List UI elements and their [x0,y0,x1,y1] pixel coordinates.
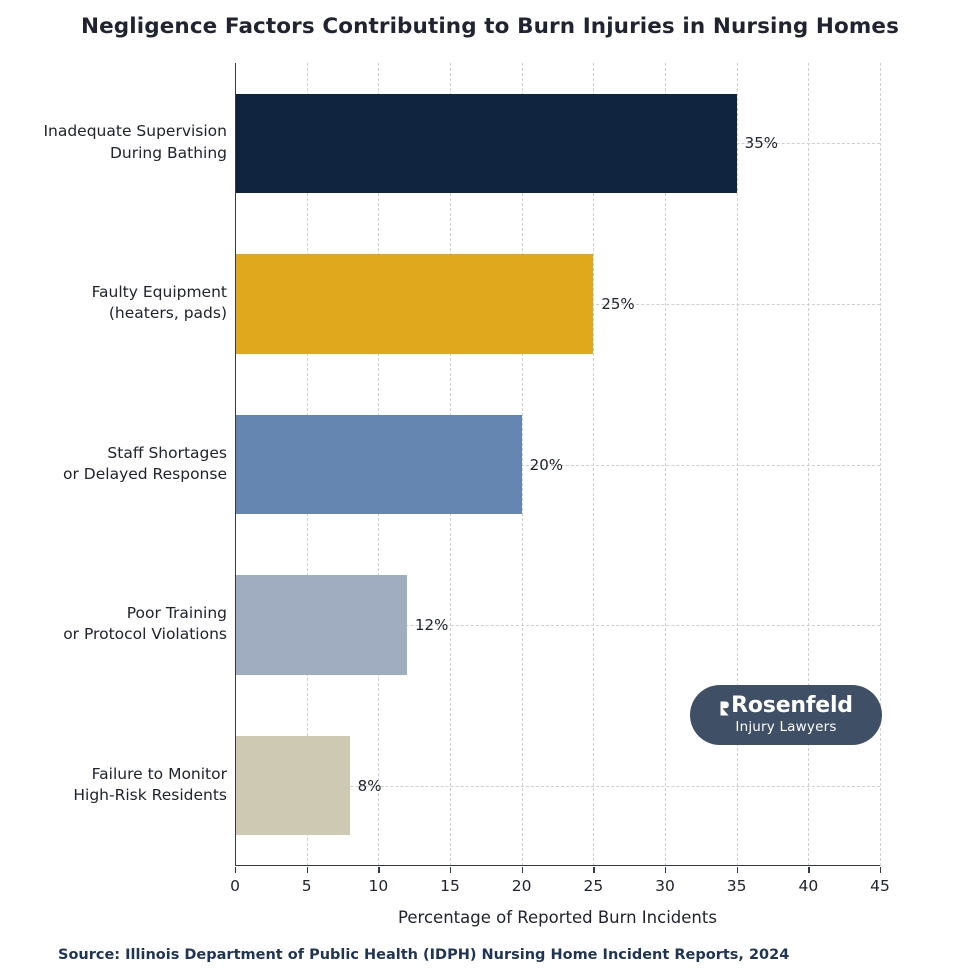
x-tick-label: 40 [798,877,819,895]
category-label-line: Staff Shortages [107,443,227,462]
x-tick-mark [737,867,738,873]
category-label [0,443,227,486]
x-tick-mark [665,867,666,873]
logo-name: Rosenfeld [731,693,853,719]
x-tick-label: 10 [368,877,389,895]
bar [235,254,593,354]
category-label-line: or Delayed Response [63,464,227,483]
source-note: Source: Illinois Department of Public Health (IDPH) Nursing Home Incident Reports, 2024 [58,947,790,963]
category-label-line: High-Risk Residents [73,786,227,805]
gridline-vertical [880,63,882,866]
category-label-line: During Bathing [109,143,227,162]
bar-value-label: 20% [529,455,563,474]
category-label-line: Poor Training [126,604,227,623]
bar [235,575,407,675]
x-tick-label: 15 [440,877,460,895]
bar-value-label: 35% [744,134,778,153]
x-tick-mark [307,867,308,873]
category-label-line: or Protocol Violations [63,625,227,644]
y-axis-line [235,63,236,866]
x-tick-mark [450,867,451,873]
category-label-line: Faulty Equipment [91,282,227,301]
x-tick-label: 30 [655,877,675,895]
category-label [0,603,227,646]
category-label [0,764,227,807]
x-tick-label: 20 [511,877,532,895]
x-tick-mark [522,867,523,873]
page-title: Negligence Factors Contributing to Burn Injuries in Nursing Homes [81,14,899,39]
x-tick-label: 45 [870,877,890,895]
x-tick-label: 35 [726,877,747,895]
plot-area [230,63,890,895]
x-axis-line [235,865,880,866]
x-tick-label: 5 [301,877,312,895]
x-tick-mark [808,867,809,873]
x-tick-mark [880,867,881,873]
logo-tagline: Injury Lawyers [735,719,837,736]
category-label [0,121,227,164]
x-tick-mark [593,867,594,873]
category-label-line: (heaters, pads) [108,304,227,323]
bar-value-label: 8% [357,776,382,795]
bar [235,94,737,194]
plot-frame [230,63,890,895]
category-label-line: Failure to Monitor [91,764,227,783]
x-tick-mark [235,867,236,873]
x-tick-mark [378,867,379,873]
x-tick-label: 25 [583,877,604,895]
rosenfeld-logo [690,685,882,745]
bar [235,415,522,515]
bar-value-label: 25% [601,294,635,313]
category-label-line: Inadequate Supervision [43,122,227,141]
bar [235,736,350,836]
bar-value-label: 12% [415,616,449,635]
category-label [0,282,227,325]
x-tick-label: 0 [230,877,240,895]
logo-mark-icon [719,699,730,715]
x-axis-label: Percentage of Reported Burn Incidents [398,908,717,927]
logo-wordmark [719,695,853,717]
